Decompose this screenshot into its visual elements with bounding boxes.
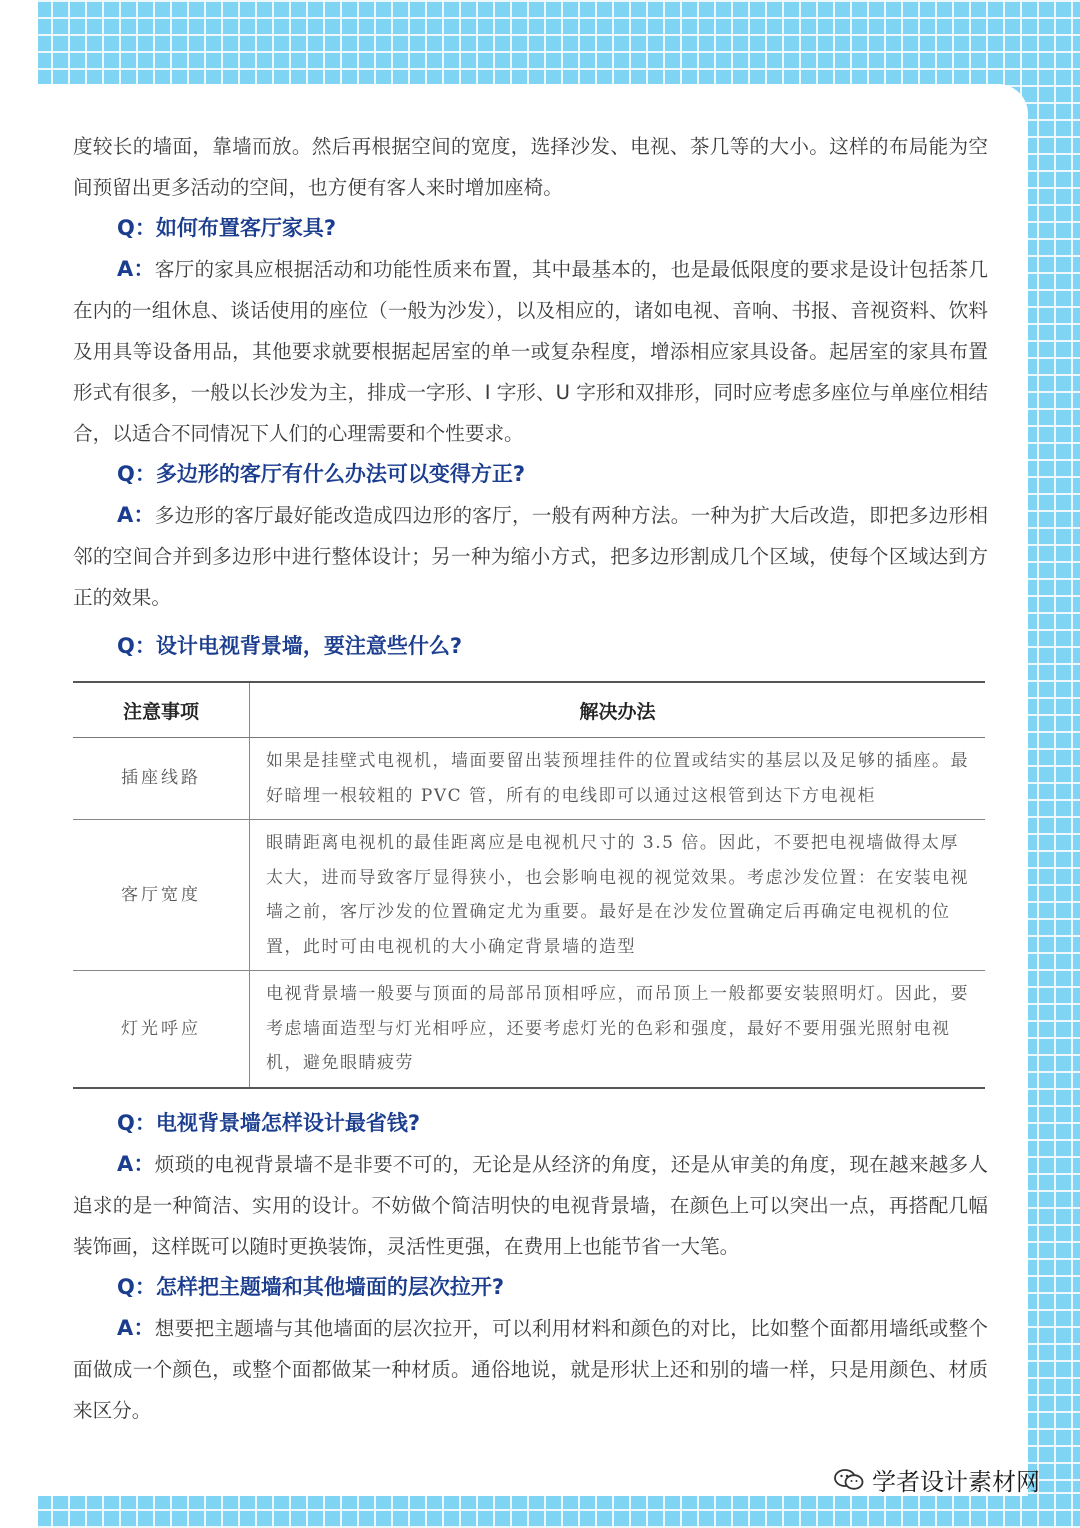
intro-paragraph: 度较长的墙面，靠墙而放。然后再根据空间的宽度，选择沙发、电视、茶几等的大小。这样的布局能为空间预留出更多活动的空间，也方便有客人来时增加座椅。: [73, 135, 988, 199]
table-header-row: [73, 682, 985, 738]
table-cell-solution: 眼睛距离电视机的最佳距离应是电视机尺寸的 3.5 倍。因此，不要把电视墙做得太厚太大，进而导致客厅显得狭小，也会影响电视的视觉效果。考虑沙发位置：在安装电视墙之前，客厅沙发的位置确定尤为重要。最好是在沙发位置确定后再确定电视机的位置，此时可由电视机的大小确定背景墙的造型: [250, 820, 986, 971]
answer-tag: A：: [117, 503, 155, 527]
table-cell-solution: 电视背景墙一般要与顶面的局部吊顶相呼应，而吊顶上一般都要安装照明灯。因此，要考虑墙面造型与灯光相呼应，还要考虑灯光的色彩和强度，最好不要用强光照射电视机，避免眼睛疲劳: [250, 971, 986, 1088]
question-tv-wall-budget: Q：电视背景墙怎样设计最省钱?: [117, 1110, 421, 1135]
wechat-icon: [834, 1468, 864, 1492]
tv-wall-notes-table: [73, 681, 985, 1089]
watermark-text: 学者设计素材网: [872, 1468, 1040, 1496]
answer-text: 烦琐的电视背景墙不是非要不可的，无论是从经济的角度，还是从审美的角度，现在越来越多人追求的是一种简洁、实用的设计。不妨做个简洁明快的电视背景墙，在颜色上可以突出一点，再搭配几幅装饰画，这样既可以随时更换装饰，灵活性更强，在费用上也能节省一大笔。: [73, 1152, 988, 1258]
answer-tag: A：: [117, 257, 155, 281]
table-cell-item: 插座线路: [73, 738, 250, 820]
table-cell-item: 客厅宽度: [73, 820, 250, 971]
question-feature-wall-layers: Q：怎样把主题墙和其他墙面的层次拉开?: [117, 1274, 505, 1299]
watermark: [834, 1462, 1040, 1497]
answer-text: 多边形的客厅最好能改造成四边形的客厅，一般有两种方法。一种为扩大后改造，即把多边形相邻的空间合并到多边形中进行整体设计；另一种为缩小方式，把多边形割成几个区域，使每个区域达到方正的效果。: [73, 504, 988, 609]
question-furniture-layout: Q：如何布置客厅家具?: [117, 216, 337, 240]
answer-tv-wall-budget: [73, 1144, 988, 1267]
question-polygon-room: Q：多边形的客厅有什么办法可以变得方正?: [117, 462, 526, 486]
answer-furniture-layout: [73, 249, 988, 454]
answer-tag: A：: [117, 1315, 155, 1340]
question-tv-wall-notes: Q：设计电视背景墙，要注意些什么?: [117, 634, 463, 658]
table-row: [73, 971, 985, 1088]
table-header-solution: 解决办法: [250, 682, 986, 738]
answer-text: 想要把主题墙与其他墙面的层次拉开，可以利用材料和颜色的对比，比如整个面都用墙纸或整个面做成一个颜色，或整个面都做某一种材质。通俗地说，就是形状上还和别的墙一样，只是用颜色、材质来区分。: [73, 1316, 988, 1422]
page-content: [73, 126, 988, 1431]
table-cell-item: 灯光呼应: [73, 971, 250, 1088]
left-margin: [0, 0, 38, 1528]
table-header-item: 注意事项: [73, 682, 250, 738]
table-cell-solution: 如果是挂壁式电视机，墙面要留出装预埋挂件的位置或结实的基层以及足够的插座。最好暗埋一根较粗的 PVC 管，所有的电线即可以通过这根管到达下方电视柜: [250, 738, 986, 820]
table-row: [73, 820, 985, 971]
answer-tag: A：: [117, 1151, 155, 1176]
answer-polygon-room: [73, 495, 988, 618]
answer-feature-wall-layers: [73, 1308, 988, 1431]
right-grid-border: [1020, 0, 1080, 1528]
bottom-grid-border: [0, 1492, 1080, 1528]
answer-text: 客厅的家具应根据活动和功能性质来布置，其中最基本的，也是最低限度的要求是设计包括茶几在内的一组休息、谈话使用的座位（一般为沙发），以及相应的，诸如电视、音响、书报、音视资料、饮料及用具等设备用品，其他要求就要根据起居室的单一或复杂程度，增添相应家具设备。起居室的家具布置形式有很多，一般以长沙发为主，排成一字形、I 字形、U 字形和双排形，同时应考虑多座位与单座位相结合，以适合不同情况下人们的心理需要和个性要求。: [73, 258, 988, 445]
table-row: [73, 738, 985, 820]
